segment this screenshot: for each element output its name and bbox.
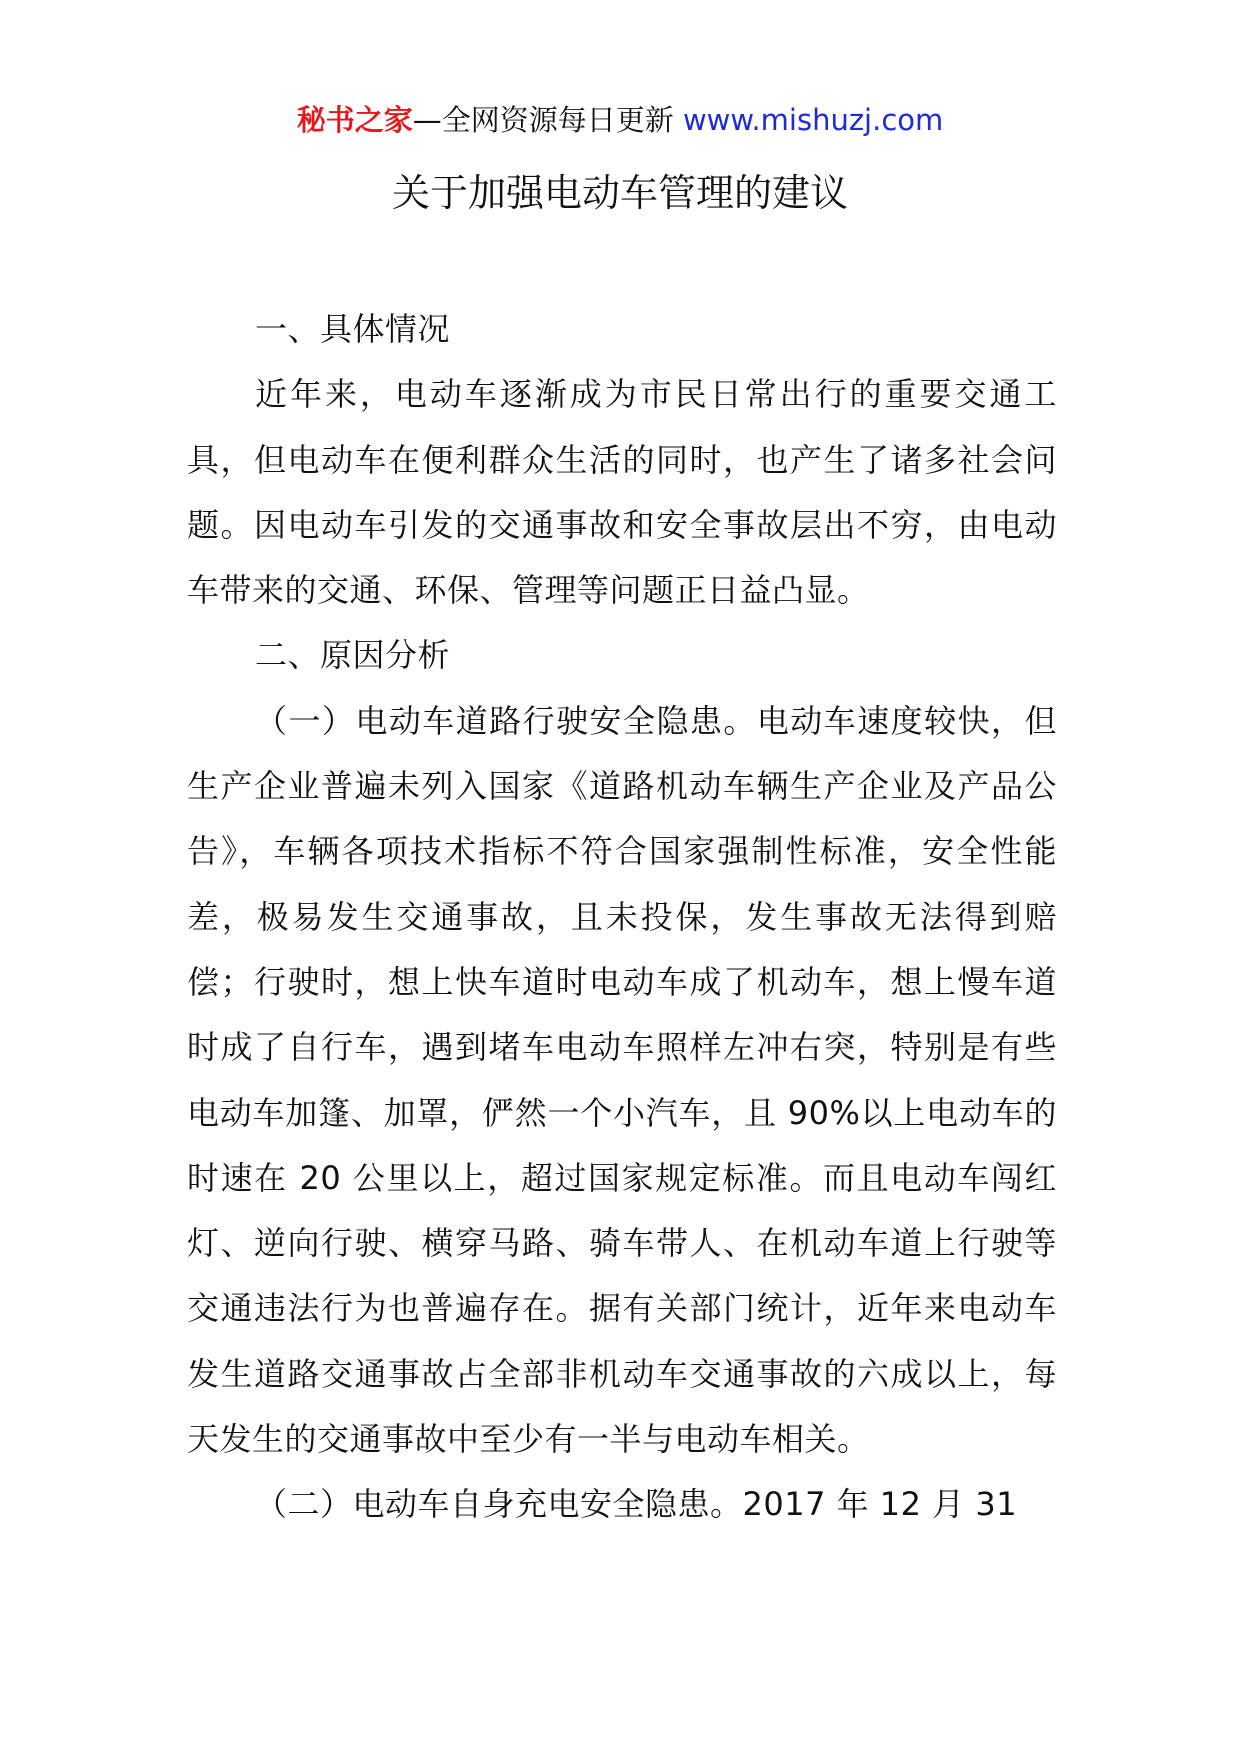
paragraph-charging-safety: （二）电动车自身充电安全隐患。2017 年 12 月 31 [255, 1485, 1018, 1524]
document-title: 关于加强电动车管理的建议 [391, 171, 848, 215]
brand-name: 秘书之家 [296, 103, 413, 137]
site-tagline: —全网资源每日更新 [412, 103, 683, 137]
paragraph-situation: 近年来，电动车逐渐成为市民日常出行的重要交通工具，但电动车在便利群众生活的同时，也产生了诸多社会问题。因电动车引发的交通事故和安全事故层出不穷，由电动车带来的交通、环保、管理等问题正日益凸显。 [187, 375, 1057, 610]
site-url-link[interactable]: www.mishuzj.com [682, 103, 944, 137]
site-header [0, 100, 1240, 140]
section-heading-2: 二、原因分析 [255, 636, 451, 675]
section-heading-1: 一、具体情况 [255, 310, 451, 348]
paragraph-road-safety: （一）电动车道路行驶安全隐患。电动车速度较快，但生产企业普遍未列入国家《道路机动车辆生产企业及产品公告》，车辆各项技术指标不符合国家强制性标准，安全性能差，极易发生交通事故，且未投保，发生事故无法得到赔偿；行驶时，想上快车道时电动车成了机动车，想上慢车道时成了自行车，遇到堵车电动车照样左冲右突，特别是有些电动车加篷、加罩，俨然一个小汽车，且 90%以上电动车的时速在 20 公里以上，超过国家规定标准。而且电动车闯红灯、逆向行驶、横穿马路、骑车带人、在机动车道上行驶等交通违法行为也普遍存在。据有关部门统计，近年来电动车发生道路交通事故占全部非机动车交通事故的六成以上，每天发生的交通事故中至少有一半与电动车相关。 [187, 701, 1057, 1459]
document-body [187, 297, 1057, 1538]
